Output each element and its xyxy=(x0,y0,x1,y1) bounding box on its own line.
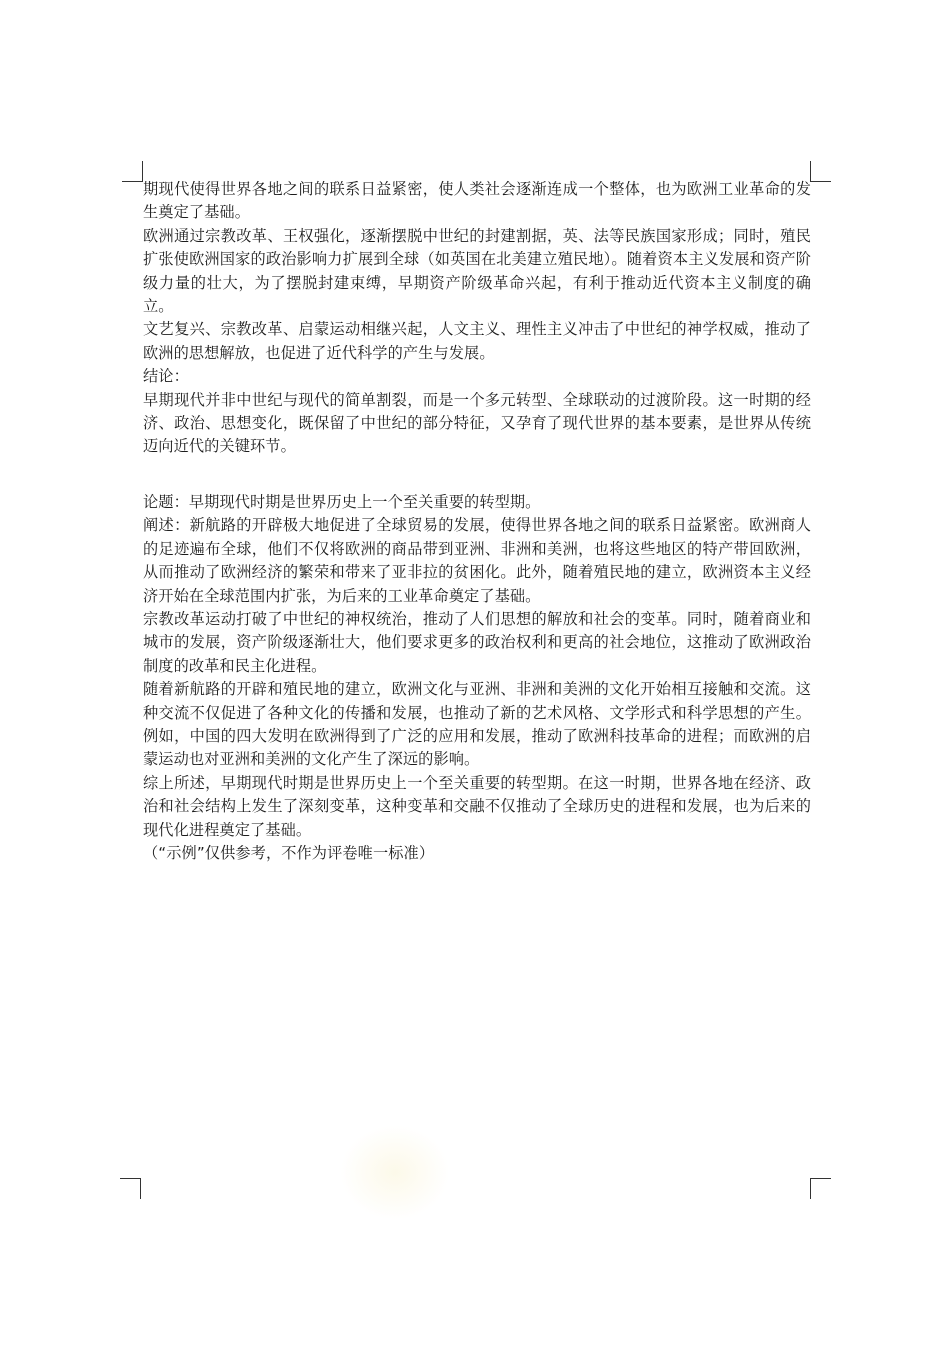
paragraph: 宗教改革运动打破了中世纪的神权统治，推动了人们思想的解放和社会的变革。同时，随着商业和城市的发展，资产阶级逐渐壮大，他们要求更多的政治权利和更高的社会地位，这推动了欧洲政治制度的改革和民主化进程。 xyxy=(143,610,811,675)
paragraph: 期现代使得世界各地之间的联系日益紧密，使人类社会逐渐连成一个整体，也为欧洲工业革命的发生奠定了基础。 xyxy=(143,180,811,222)
paragraph: 随着新航路的开辟和殖民地的建立，欧洲文化与亚洲、非洲和美洲的文化开始相互接触和交流。这种交流不仅促进了各种文化的传播和发展，也推动了新的艺术风格、文学形式和科学思想的产生。例如，中国的四大发明在欧洲得到了广泛的应用和发展，推动了欧洲科技革命的进程；而欧洲的启蒙运动也对亚洲和美洲的文化产生了深远的影响。 xyxy=(143,680,811,769)
crop-mark-top-left xyxy=(122,161,143,182)
conclusion-heading: 结论： xyxy=(143,367,189,386)
reference-note: （“示例”仅供参考，不作为评卷唯一标准） xyxy=(143,844,435,863)
paragraph: 阐述：新航路的开辟极大地促进了全球贸易的发展，使得世界各地之间的联系日益紧密。欧洲商人的足迹遍布全球，他们不仅将欧洲的商品带到亚洲、非洲和美洲，也将这些地区的特产带回欧洲，从而推动了欧洲经济的繁荣和带来了亚非拉的贫困化。此外，随着殖民地的建立，欧洲资本主义经济开始在全球范围内扩张，为后来的工业革命奠定了基础。 xyxy=(143,516,811,605)
crop-mark-top-right xyxy=(810,161,831,182)
paragraph: 早期现代并非中世纪与现代的简单割裂，而是一个多元转型、全球联动的过渡阶段。这一时期的经济、政治、思想变化，既保留了中世纪的部分特征，又孕育了现代世界的基本要素，是世界从传统迈向近代的关键环节。 xyxy=(143,390,811,456)
thesis-line: 论题：早期现代时期是世界历史上一个至关重要的转型期。 xyxy=(143,493,541,511)
answer-section-one xyxy=(143,178,811,459)
crop-mark-bottom-right xyxy=(810,1178,831,1199)
page-smudge xyxy=(340,1125,450,1220)
paragraph: 综上所述，早期现代时期是世界历史上一个至关重要的转型期。在这一时期，世界各地在经济、政治和社会结构上发生了深刻变革，这种变革和交融不仅推动了全球历史的进程和发展，也为后来的现代化进程奠定了基础。 xyxy=(143,773,811,839)
crop-mark-bottom-left xyxy=(120,1178,141,1199)
paragraph: 欧洲通过宗教改革、王权强化，逐渐摆脱中世纪的封建割据，英、法等民族国家形成；同时，殖民扩张使欧洲国家的政治影响力扩展到全球（如英国在北美建立殖民地）。随着资本主义发展和资产阶级力量的壮大，为了摆脱封建束缚，早期资产阶级革命兴起，有利于推动近代资本主义制度的确立。 xyxy=(143,226,811,316)
answer-section-two xyxy=(143,491,811,866)
paragraph: 文艺复兴、宗教改革、启蒙运动相继兴起，人文主义、理性主义冲击了中世纪的神学权威，推动了欧洲的思想解放，也促进了近代科学的产生与发展。 xyxy=(143,320,811,362)
